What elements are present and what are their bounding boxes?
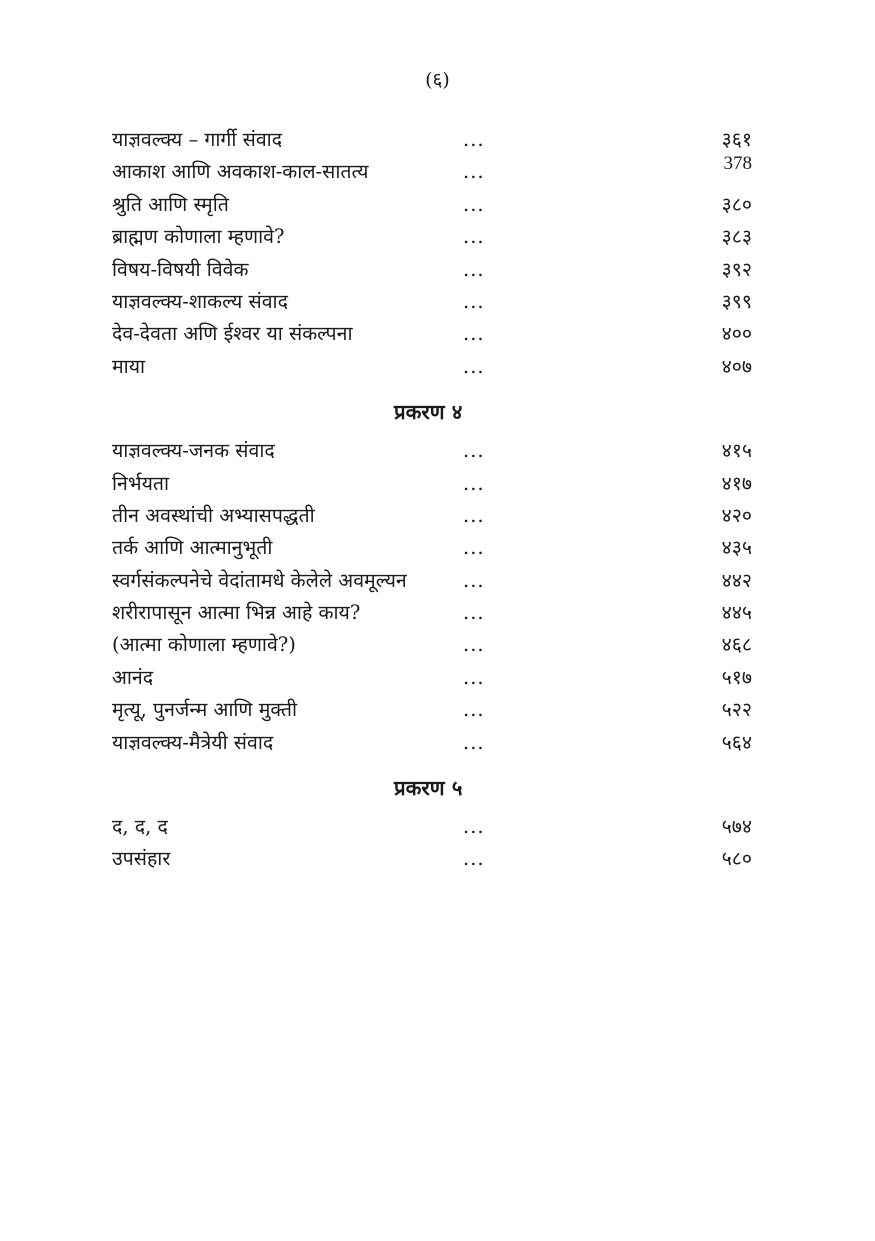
toc-entry-title: याज्ञवल्क्य – गार्गी संवाद [112, 128, 283, 151]
toc-entry-leader: ... [463, 633, 485, 657]
toc-entry [112, 351, 752, 383]
toc-entry-page: ५८० [721, 847, 752, 871]
toc-entry-title: उपसंहार [112, 847, 171, 871]
toc-entry-leader: ... [463, 128, 485, 151]
toc-entry-leader: ... [463, 601, 485, 625]
toc-entry-page: ५७४ [721, 815, 752, 839]
toc-entry-page: ३८० [721, 192, 752, 216]
toc-entry-title: देव-देवता अणि ईश्वर या संकल्पना [112, 322, 353, 346]
toc-entry-page: ४३५ [721, 536, 752, 560]
page-number-text: (६) [425, 69, 450, 91]
toc-entry [112, 468, 752, 500]
page-number [0, 66, 875, 92]
toc-entry-page: ५२२ [721, 698, 752, 722]
toc-entry [112, 254, 752, 286]
toc-entry-leader: ... [463, 536, 485, 560]
toc-entry-leader: ... [463, 698, 485, 722]
toc-entry-title: निर्भयता [112, 471, 170, 495]
toc-entry [112, 727, 752, 759]
toc-entry-leader: ... [463, 471, 485, 495]
toc-entry [112, 843, 752, 875]
section-heading: प्रकरण ४ [394, 400, 463, 425]
toc-entry-page: ४६८ [721, 633, 752, 657]
toc-entry [112, 153, 752, 188]
toc-entry-page: ४०० [721, 322, 752, 346]
toc-entry-title: आनंद [112, 665, 154, 689]
toc-entry-leader: ... [463, 815, 485, 839]
toc-entry-leader: ... [463, 503, 485, 527]
toc-entry-page: ३६१ [721, 128, 752, 151]
toc-entry [112, 286, 752, 318]
toc-entry-page: ३९२ [721, 257, 752, 281]
toc-entry [112, 811, 752, 843]
toc-entry [112, 221, 752, 253]
table-of-contents [112, 124, 752, 876]
toc-entry-page: ४१७ [721, 471, 752, 495]
toc-entry-title: द, द, द [112, 815, 168, 839]
toc-entry [112, 532, 752, 564]
toc-entry [112, 189, 752, 221]
toc-entry-title: ब्राह्मण कोणाला म्हणावे? [112, 225, 285, 249]
toc-entry [112, 124, 752, 156]
toc-entry-page: ४१५ [721, 439, 752, 463]
toc-entry [112, 662, 752, 694]
toc-entry [112, 435, 752, 467]
toc-entry-title: आकाश आणि अवकाश-काल-सातत्य [112, 160, 369, 184]
toc-entry [112, 565, 752, 597]
toc-entry-leader: ... [463, 322, 485, 346]
toc-entry-leader: ... [463, 160, 485, 184]
toc-entry-leader: ... [463, 847, 485, 871]
toc-entry-title: याज्ञवल्क्य-जनक संवाद [112, 439, 275, 463]
toc-entry-page: ४२० [721, 503, 752, 527]
toc-entry-leader: ... [463, 257, 485, 281]
toc-entry-title: याज्ञवल्क्य-मैत्रेयी संवाद [112, 730, 274, 754]
toc-entry-page: ३८३ [721, 225, 752, 249]
toc-entry-leader: ... [463, 354, 485, 378]
toc-entry [112, 318, 752, 350]
toc-entry-page: ४०७ [721, 354, 752, 378]
toc-entry-title: माया [112, 354, 146, 378]
section-heading: प्रकरण ५ [394, 776, 463, 801]
toc-entry [112, 597, 752, 629]
toc-entry [112, 629, 752, 661]
toc-entry-title: स्वर्गसंकल्पनेचे वेदांतामधे केलेले अवमूल्यन [112, 568, 407, 592]
toc-entry [112, 500, 752, 532]
toc-entry-leader: ... [463, 730, 485, 754]
toc-entry-page: ४४५ [721, 601, 752, 625]
toc-entry-leader: ... [463, 568, 485, 592]
toc-entry-page: ५६४ [721, 730, 752, 754]
toc-entry-leader: ... [463, 439, 485, 463]
toc-entry [112, 694, 752, 726]
toc-entry-page: ३९९ [721, 289, 752, 313]
toc-entry-title: मृत्यू, पुनर्जन्म आणि मुक्ती [112, 698, 298, 722]
toc-entry-title: तीन अवस्थांची अभ्यासपद्धती [112, 503, 315, 527]
toc-entry-leader: ... [463, 192, 485, 216]
toc-entry-title: याज्ञवल्क्य-शाकल्य संवाद [112, 289, 288, 313]
toc-entry-title: श्रुति आणि स्मृति [112, 192, 229, 216]
toc-entry-leader: ... [463, 665, 485, 689]
toc-entry-title: (आत्मा कोणाला म्हणावे?) [112, 633, 296, 657]
toc-entry-leader: ... [463, 225, 485, 249]
toc-entry-title: तर्क आणि आत्मानुभूती [112, 536, 273, 560]
toc-entry-title: शरीरापासून आत्मा भिन्न आहे काय? [112, 601, 361, 625]
toc-entry-leader: ... [463, 289, 485, 313]
toc-entry-page: 378 [723, 153, 752, 175]
toc-entry-page: ५१७ [721, 665, 752, 689]
toc-entry-title: विषय-विषयी विवेक [112, 257, 249, 281]
toc-entry-page: ४४२ [721, 568, 752, 592]
